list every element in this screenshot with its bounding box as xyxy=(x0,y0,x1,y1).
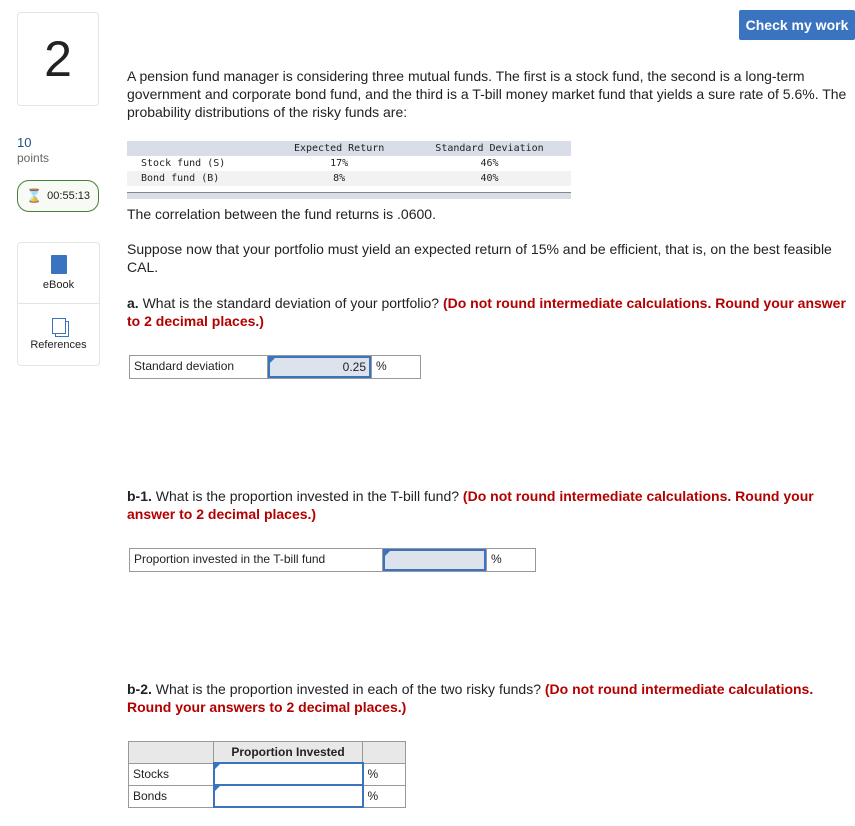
qb1-instr: (Do not round intermediate calculations. Round your answer to 2 decimal places.) xyxy=(127,488,814,522)
qb1-text: What is the proportion invested in the T-bill fund? xyxy=(151,488,463,504)
std-dev-input[interactable] xyxy=(268,356,371,378)
intro-text: A pension fund manager is considering three mutual funds. The first is a stock fund, the second is a long-term government and corporate bond fund, and the third is a T-bill money market fund that yields a sure rate of 5.6%. The probability distributions of the risky funds are: xyxy=(127,68,847,120)
tools-panel xyxy=(17,242,100,366)
td: 46% xyxy=(480,158,499,169)
qb1-label: b-1. xyxy=(127,488,152,504)
qa-instr: (Do not round intermediate calculations. Round your answer to 2 decimal places.) xyxy=(127,295,846,329)
question-b2 xyxy=(127,680,855,716)
proportion-header: Proportion Invested xyxy=(214,742,363,764)
stocks-input[interactable] xyxy=(214,763,363,785)
answer-b1-row xyxy=(129,548,536,572)
qa-label: a. xyxy=(127,295,139,311)
table-footer-bar xyxy=(127,192,571,199)
points-label: points xyxy=(17,151,50,165)
row-label: Bonds xyxy=(129,785,214,807)
unit: % xyxy=(363,785,406,807)
qb2-label: b-2. xyxy=(127,681,152,697)
qb2-text: What is the proportion invested in each of the two risky funds? xyxy=(151,681,545,697)
th: Standard Deviation xyxy=(435,143,544,154)
timer[interactable] xyxy=(17,180,99,212)
points-value: 10 xyxy=(17,135,32,150)
fund-table xyxy=(127,141,571,186)
unit: % xyxy=(371,356,420,378)
bonds-input[interactable] xyxy=(214,785,363,807)
input-value: 0.25 xyxy=(342,360,366,374)
references-label: References xyxy=(30,338,87,351)
check-my-work-button[interactable]: Check my work xyxy=(739,10,855,40)
ebook-button[interactable] xyxy=(18,243,99,303)
td: 8% xyxy=(333,173,346,184)
field-label: Proportion invested in the T-bill fund xyxy=(130,549,383,571)
question-a xyxy=(127,294,855,330)
proportion-table xyxy=(128,741,406,808)
field-label: Standard deviation xyxy=(130,356,268,378)
td: 17% xyxy=(330,158,349,169)
unit: % xyxy=(363,763,406,785)
qb2-instr: (Do not round intermediate calculations. Round your answers to 2 decimal places.) xyxy=(127,681,814,715)
tbill-input[interactable] xyxy=(383,549,486,571)
td: Bond fund (B) xyxy=(141,173,220,184)
td: 40% xyxy=(480,173,499,184)
question-number: 2 xyxy=(17,12,99,106)
th xyxy=(127,141,270,156)
hourglass-icon: ⌛ xyxy=(25,188,43,203)
suppose-text: Suppose now that your portfolio must yield an expected return of 15% and be efficient, that is, on the best feasible CAL. xyxy=(127,241,832,275)
th: Expected Return xyxy=(293,143,385,154)
book-icon xyxy=(51,255,67,274)
references-button[interactable] xyxy=(18,303,99,364)
td: Stock fund (S) xyxy=(141,158,226,169)
timer-value: 00:55:13 xyxy=(47,190,90,202)
qa-text: What is the standard deviation of your portfolio? xyxy=(138,295,443,311)
question-b1 xyxy=(127,487,855,523)
row-label: Stocks xyxy=(129,763,214,785)
ebook-label: eBook xyxy=(42,279,75,291)
correlation-text: The correlation between the fund returns is .0600. xyxy=(127,206,436,222)
references-icon xyxy=(52,318,66,334)
unit: % xyxy=(486,549,535,571)
answer-a-row xyxy=(129,355,421,379)
